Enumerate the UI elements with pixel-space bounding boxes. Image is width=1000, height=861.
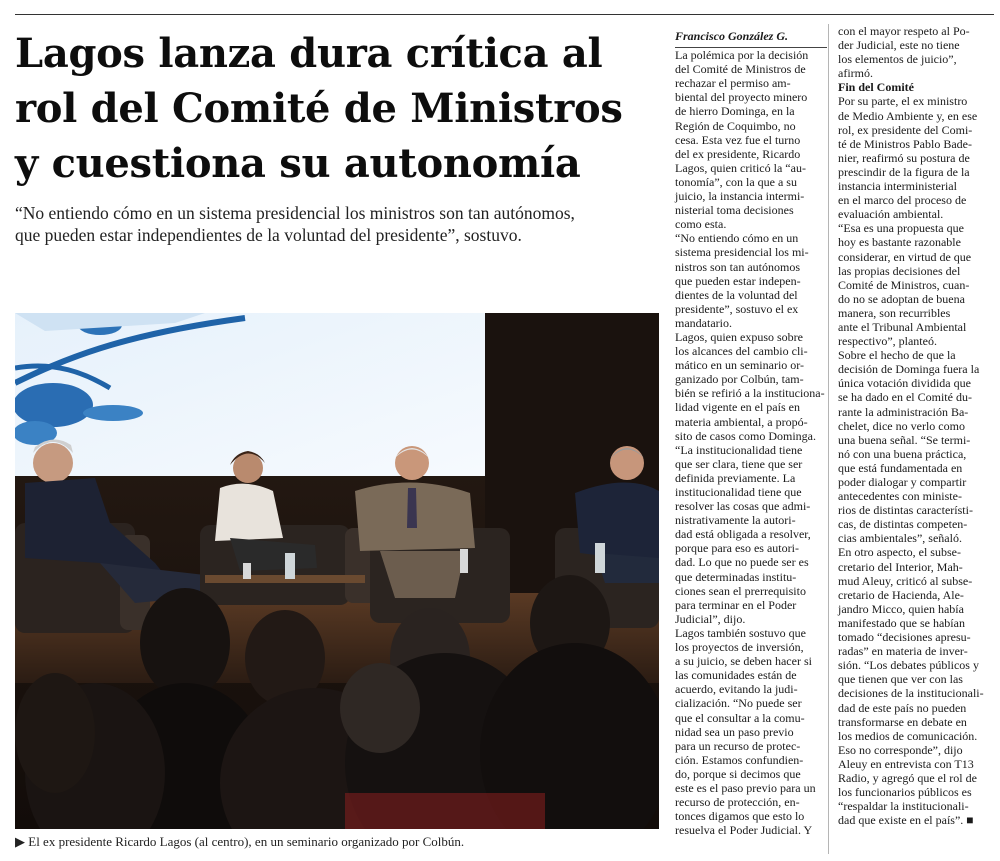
text-line: dientes de la voluntad del xyxy=(675,287,798,302)
text-line: mandatario. xyxy=(675,315,732,330)
text-line: Radio, y agregó que el rol de xyxy=(838,770,977,785)
text-line: jandro Micco, quien había xyxy=(838,601,964,616)
headline-line: Lagos lanza dura crítica al xyxy=(15,30,603,77)
text-line: En otro aspecto, el subse- xyxy=(838,545,961,560)
text-line: nidad sea un paso previo xyxy=(675,724,794,739)
paragraph xyxy=(675,231,827,330)
text-line: para un recurso de protec- xyxy=(675,738,801,753)
paragraph xyxy=(838,348,990,545)
text-line: del Comité de Ministros de xyxy=(675,62,806,77)
text-line: chelet, dice no verlo como xyxy=(838,418,965,433)
paragraph xyxy=(838,221,990,348)
headline-line: rol del Comité de Ministros xyxy=(15,85,623,132)
text-line: cretario de Hacienda, Ale- xyxy=(838,587,964,602)
headline-line: y cuestiona su autonomía xyxy=(15,140,581,187)
text-line: cesa. Esta vez fue el turno xyxy=(675,132,801,147)
text-line: que ser clara, tiene que ser xyxy=(675,456,803,471)
text-line: rol, ex presidente del Comi- xyxy=(838,122,973,137)
text-line: considerar, en virtud de que xyxy=(838,249,972,264)
text-line: rios de distintas característi- xyxy=(838,503,973,518)
text-column-1 xyxy=(675,24,827,837)
text-line: acuerdo, evitando la judi- xyxy=(675,682,798,697)
text-line: se ha dado en el Comité du- xyxy=(838,390,972,405)
text-line: rechazar el permiso am- xyxy=(675,76,791,91)
text-line: afirmó. xyxy=(838,66,873,81)
text-line: para terminar en el Poder xyxy=(675,597,797,612)
text-line: las comunidades están de xyxy=(675,668,797,683)
text-line: a su juicio, se deben hacer si xyxy=(675,654,812,669)
text-line: dad está obligada a resolver, xyxy=(675,527,811,542)
text-line: Lagos, quien criticó la “au- xyxy=(675,160,806,175)
text-line: las propias decisiones del xyxy=(838,263,961,278)
text-line: “La institucionalidad tiene xyxy=(675,442,803,457)
text-line: tomado “decisiones apresu- xyxy=(838,630,971,645)
text-line: cas, de distintas competen- xyxy=(838,517,968,532)
text-line: en el marco del proceso de xyxy=(838,193,967,208)
text-line: recurso de protección, en- xyxy=(675,795,800,810)
text-line: sito de casos como Dominga. xyxy=(675,428,816,443)
text-line: juicio, la instancia intermi- xyxy=(675,189,805,204)
text-line: los elementos de juicio”, xyxy=(838,52,957,67)
text-line: sistema presidencial los mi- xyxy=(675,245,809,260)
paragraph xyxy=(675,626,827,837)
text-line: este es el paso previo para un xyxy=(675,780,816,795)
text-line: del ex presidente, Ricardo xyxy=(675,146,801,161)
seminar-photo xyxy=(15,313,659,829)
text-line: ción. Estamos confundien- xyxy=(675,752,804,767)
headline xyxy=(15,26,665,191)
text-line: Por su parte, el ex ministro xyxy=(838,94,968,109)
text-line: sión. “Los debates públicos y xyxy=(838,658,979,673)
deck-line: “No entiendo cómo en un sistema presidencial los ministros son tan autónomos, xyxy=(15,203,575,223)
text-line: dad que existe en el país”. ■ xyxy=(838,813,974,828)
text-line: ante el Tribunal Ambiental xyxy=(838,319,967,334)
text-line: rante la administración Ba- xyxy=(838,404,969,419)
text-line: como esta. xyxy=(675,217,727,232)
text-line: La polémica por la decisión xyxy=(675,48,809,63)
text-line: lidad vigente en el país en xyxy=(675,400,800,415)
text-line: do, porque si decimos que xyxy=(675,766,801,781)
text-line: Lagos, quien expuso sobre xyxy=(675,329,803,344)
photo-caption: ▶ El ex presidente Ricardo Lagos (al centro), en un seminario organizado por Colbún. xyxy=(15,834,465,849)
paragraph xyxy=(675,48,827,231)
text-line: “Esa es una propuesta que xyxy=(838,221,964,236)
text-line: mud Aleuy, criticó al subse- xyxy=(838,573,973,588)
text-line: que determinadas institu- xyxy=(675,569,797,584)
text-line: nistros son tan autónomos xyxy=(675,259,800,274)
text-line: Judicial”, dijo. xyxy=(675,611,746,626)
text-line: bién se refirió a la instituciona- xyxy=(675,386,825,401)
text-line: los funcionarios públicos es xyxy=(838,785,972,800)
text-line: Eso no corresponde”, dijo xyxy=(838,742,963,757)
text-line: institucionalidad tiene que xyxy=(675,485,802,499)
text-line: los alcances del cambio cli- xyxy=(675,344,808,359)
text-line: té de Ministros Pablo Bade- xyxy=(838,136,972,151)
text-line: los proyectos de inversión, xyxy=(675,640,804,655)
text-line: respectivo”, planteó. xyxy=(838,334,937,349)
text-line: cretario del Interior, Mah- xyxy=(838,559,963,574)
text-line: dad de este país no pueden xyxy=(838,700,967,715)
text-line: de hierro Dominga, en la xyxy=(675,104,795,119)
text-line: que tienen que ver con las xyxy=(838,672,963,687)
text-line: prescindir de la figura de la xyxy=(838,164,970,179)
text-line: manifestado que se habían xyxy=(838,615,965,630)
paragraph xyxy=(838,94,990,221)
deck-line: que pueden estar independientes de la voluntad del presidente”, sostuvo. xyxy=(15,225,522,245)
text-line: Comité de Ministros, cuan- xyxy=(838,277,970,292)
text-line: ganizado por Colbún, tam- xyxy=(675,372,804,387)
top-rule xyxy=(15,14,994,15)
text-line: nisterial toma decisiones xyxy=(675,203,794,218)
text-line: mático en un seminario or- xyxy=(675,358,805,373)
text-line: biental del proyecto minero xyxy=(675,90,808,105)
text-line: los medios de comunicación. xyxy=(838,728,978,743)
text-line: presidente”, sostuvo el ex xyxy=(675,301,799,316)
subhead: Fin del Comité xyxy=(838,80,914,95)
text-line: una buena señal. “Se termi- xyxy=(838,432,971,447)
text-line: de Medio Ambiente y, en ese xyxy=(838,108,978,123)
text-line: “respaldar la institucionali- xyxy=(838,799,969,814)
text-line: poder dialogar y compartir xyxy=(838,475,967,489)
text-line: manera, son recurribles xyxy=(838,305,951,320)
text-line: Sobre el hecho de que la xyxy=(838,348,956,363)
text-line: que el consultar a la comu- xyxy=(675,710,805,725)
text-line: transformarse en debate en xyxy=(838,714,967,729)
text-line: ciones sean el prerrequisito xyxy=(675,583,806,598)
text-line: der Judicial, este no tiene xyxy=(838,38,960,53)
text-line: que pueden estar indepen- xyxy=(675,273,801,288)
text-line: porque para eso es autori- xyxy=(675,541,799,556)
text-line: cialización. “No puede ser xyxy=(675,696,802,711)
text-line: antecedentes con ministe- xyxy=(838,489,962,504)
text-line: Lagos también sostuvo que xyxy=(675,625,806,640)
text-line: radas” en materia de inver- xyxy=(838,644,968,659)
text-line: “No entiendo cómo en un xyxy=(675,231,799,246)
deck-quote xyxy=(15,202,665,246)
text-line: decisiones de la institucionali- xyxy=(838,686,984,701)
paragraph xyxy=(675,330,827,626)
text-line: nistrativamente la autori- xyxy=(675,513,796,528)
text-line: hoy es bastante razonable xyxy=(838,235,961,250)
text-line: nier, reafirmó su postura de xyxy=(838,150,970,165)
text-line: resolver las cosas que admi- xyxy=(675,499,811,514)
paragraph xyxy=(838,24,990,80)
text-line: dad. Lo que no puede ser es xyxy=(675,555,809,570)
text-line: tonces digamos que esto lo xyxy=(675,809,805,824)
text-line: evaluación ambiental. xyxy=(838,207,944,222)
text-line: resuelva el Poder Judicial. Y xyxy=(675,823,813,838)
text-line: decisión de Dominga fuera la xyxy=(838,362,980,377)
text-line: do no se adoptan de buena xyxy=(838,291,965,306)
text-line: nó con una buena práctica, xyxy=(838,446,967,461)
text-column-2 xyxy=(838,24,990,827)
text-line: que está fundamentada en xyxy=(838,460,963,475)
text-line: única votación dividida que xyxy=(838,376,971,391)
text-line: materia ambiental, a propó- xyxy=(675,414,808,429)
text-line: cias ambientales”, señaló. xyxy=(838,531,962,546)
text-line: tonomía”, con la que a su xyxy=(675,174,797,189)
text-line: Región de Coquimbo, no xyxy=(675,118,796,133)
byline: Francisco González G. xyxy=(675,24,827,48)
text-line: instancia interministerial xyxy=(838,179,957,194)
text-line: definida previamente. La xyxy=(675,470,796,485)
text-line: Aleuy en entrevista con T13 xyxy=(838,756,974,771)
column-divider xyxy=(828,24,829,854)
paragraph xyxy=(838,545,990,827)
text-line: con el mayor respeto al Po- xyxy=(838,24,970,38)
